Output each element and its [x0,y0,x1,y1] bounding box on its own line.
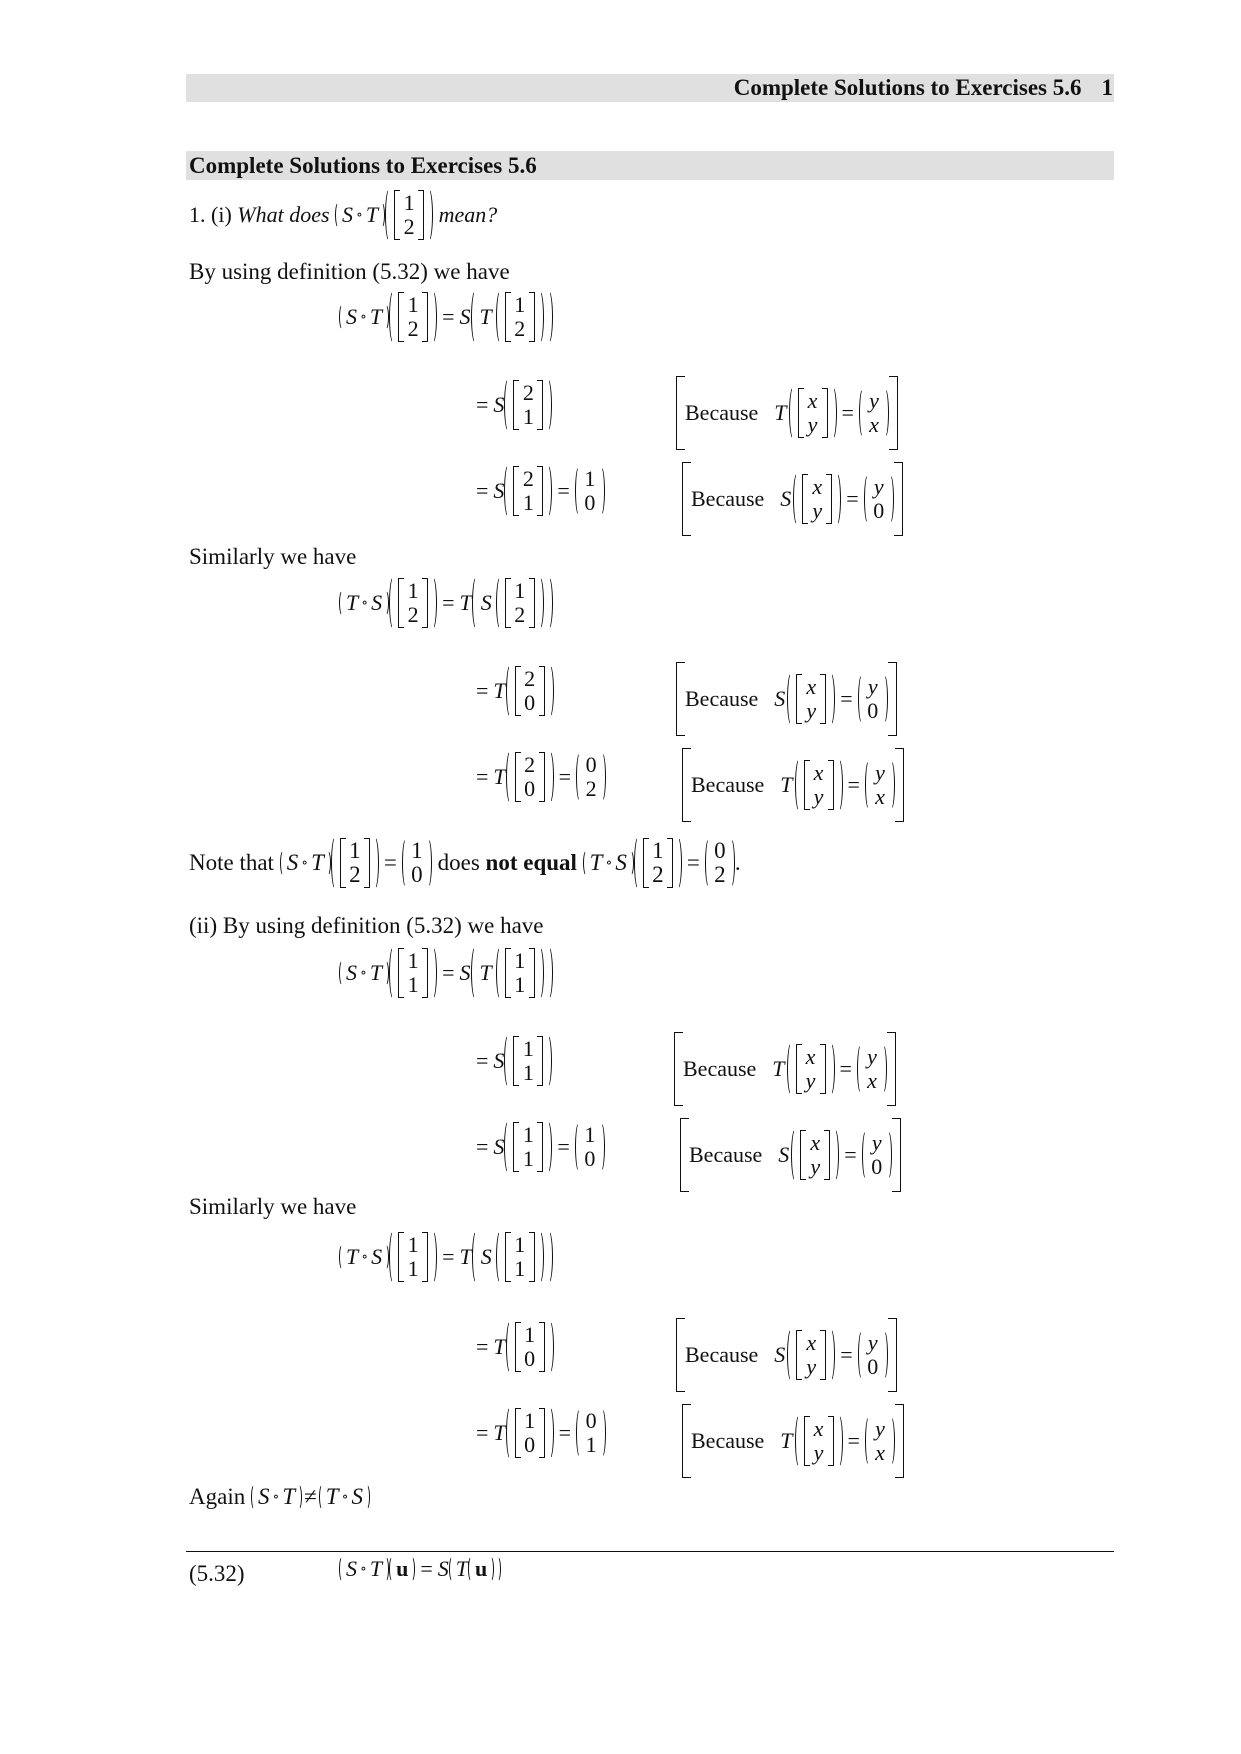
equation-ts-1: T ∘ S 1 2 = T S 1 2 [339,576,553,630]
equation-st-1: S ∘ T 1 2 = S T 1 2 [339,290,553,344]
because-note-s-3: Because S x y = y 0 [680,1118,901,1192]
footnote-label: (5.32) [189,1561,245,1586]
question-number: 1. (i) [189,202,232,227]
footnote-formula: S ∘ T u = S T u [339,1556,501,1582]
part-ii-text: (ii) By using definition (5.32) we have [189,913,544,938]
because-note-t-4: Because T x y = y x [682,1404,904,1478]
similarly-text: Similarly we have [189,544,357,569]
because-note-t-3: Because T x y = y x [674,1032,896,1106]
by-definition-text: By using definition (5.32) we have [189,259,510,284]
question-end: mean? [438,202,498,227]
equation-st-ii-1: S ∘ T 1 1 = S T 1 1 [339,946,553,1000]
section-title: Complete Solutions to Exercises 5.6 [189,153,537,178]
because-note-s-4: Because S x y = y 0 [676,1318,897,1392]
equation-ts-ii-3: = T 1 0 = 0 1 [471,1406,606,1460]
equation-ts-ii-1: T ∘ S 1 1 = T S 1 1 [339,1230,553,1284]
equation-st-ii-3: = S 1 1 = 1 0 [471,1120,605,1174]
question-text: What does [237,202,330,227]
vector-arg: 1 2 [385,188,433,242]
note-line: Note that S ∘ T 1 2 = 1 0 does not equal T ∘ S 1 2 = 0 2 . [189,836,741,890]
equation-st-3: = S 2 1 = 1 0 [471,464,605,518]
because-note-t-2: Because T x y = y x [682,748,904,822]
equation-st-2: = S 2 1 [471,378,552,432]
equation-ts-ii-2: = T 1 0 [471,1320,554,1374]
running-header-title: Complete Solutions to Exercises 5.6 [733,75,1082,100]
footnote-rule [186,1551,1114,1552]
equation-st-ii-2: = S 1 1 [471,1034,552,1088]
running-header [734,74,1113,102]
because-note-s-2: Because S x y = y 0 [676,662,897,736]
because-note-s: Because S x y = y 0 [682,462,903,536]
page-number: 1 [1101,75,1113,100]
again-line: Again S ∘ T ≠ T ∘ S [189,1484,370,1510]
similarly-text-2: Similarly we have [189,1194,357,1219]
because-note-t: Because T x y = y x [676,376,898,450]
equation-ts-3: = T 2 0 = 0 2 [471,750,606,804]
equation-ts-2: = T 2 0 [471,664,554,718]
question-line [189,188,497,242]
composition-st: S ∘ T [335,202,385,228]
